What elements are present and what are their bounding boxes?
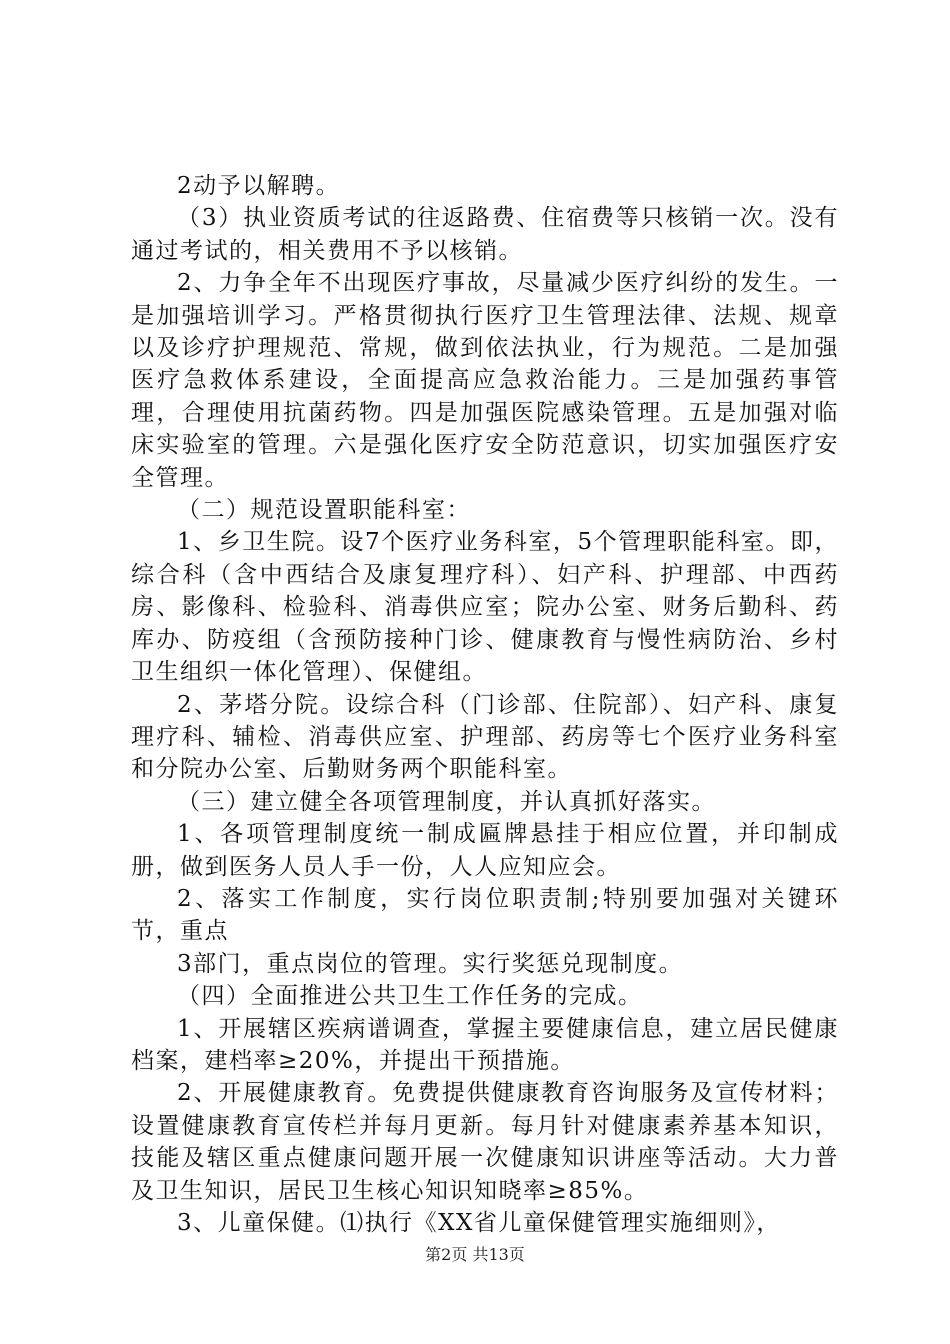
section-heading: （二）规范设置职能科室： xyxy=(177,497,471,524)
paragraph: 1、开展辖区疾病谱调查，掌握主要健康信息，建立居民健康档案，建档率≥20%，并提出干预措施。 xyxy=(131,1015,839,1074)
section-heading: （四）全面推进公共卫生工作任务的完成。 xyxy=(177,983,643,1010)
page-number: 第2页 共13页 xyxy=(425,1245,525,1264)
paragraph: 2动予以解聘。 xyxy=(177,173,341,199)
paragraph: 2、开展健康教育。免费提供健康教育咨询服务及宣传材料；设置健康教育宣传栏并每月更新。每月针对健康素养基本知识，技能及辖区重点健康问题开展一次健康知识讲座等活动。大力普及卫生知识，居民卫生核心知识知晓率≥85%。 xyxy=(131,1080,839,1204)
paragraph: 2、落实工作制度，实行岗位职责制;特别要加强对关键环节，重点 xyxy=(131,885,839,945)
paragraph: 3、儿童保健。⑴执行《XX省儿童保健管理实施细则》， xyxy=(177,1210,781,1236)
document-body xyxy=(131,170,839,1239)
paragraph: 1、各项管理制度统一制成匾牌悬挂于相应位置，并印制成册，做到医务人员人手一份，人人应知应会。 xyxy=(131,821,839,880)
section-heading: （三）建立健全各项管理制度，并认真抓好落实。 xyxy=(177,788,716,815)
paragraph: 2、茅塔分院。设综合科（门诊部、住院部）、妇产科、康复理疗科、辅检、消毒供应室、护理部、药房等七个医疗业务科室和分院办公室、后勤财务两个职能科室。 xyxy=(131,691,839,783)
paragraph: 1、乡卫生院。设7个医疗业务科室，5个管理职能科室。即，综合科（含中西结合及康复理疗科）、妇产科、护理部、中西药房、影像科、检验科、消毒供应室；院办公室、财务后勤科、药库办、防疫组（含预防接种门诊、健康教育与慢性病防治、乡村卫生组织一体化管理）、保健组。 xyxy=(131,529,839,686)
paragraph: （3）执业资质考试的往返路费、住宿费等只核销一次。没有通过考试的，相关费用不予以核销。 xyxy=(131,205,839,264)
paragraph: 3部门，重点岗位的管理。实行奖惩兑现制度。 xyxy=(177,950,684,977)
paragraph: 2、力争全年不出现医疗事故，尽量减少医疗纠纷的发生。一是加强培训学习。严格贯彻执行医疗卫生管理法律、法规、规章以及诊疗护理规范、常规，做到依法执业，行为规范。二是加强医疗急救体系建设，全面提高应急救治能力。三是加强药事管理，合理使用抗菌药物。四是加强医院感染管理。五是加强对临床实验室的管理。六是强化医疗安全防范意识，切实加强医疗安全管理。 xyxy=(131,270,839,491)
